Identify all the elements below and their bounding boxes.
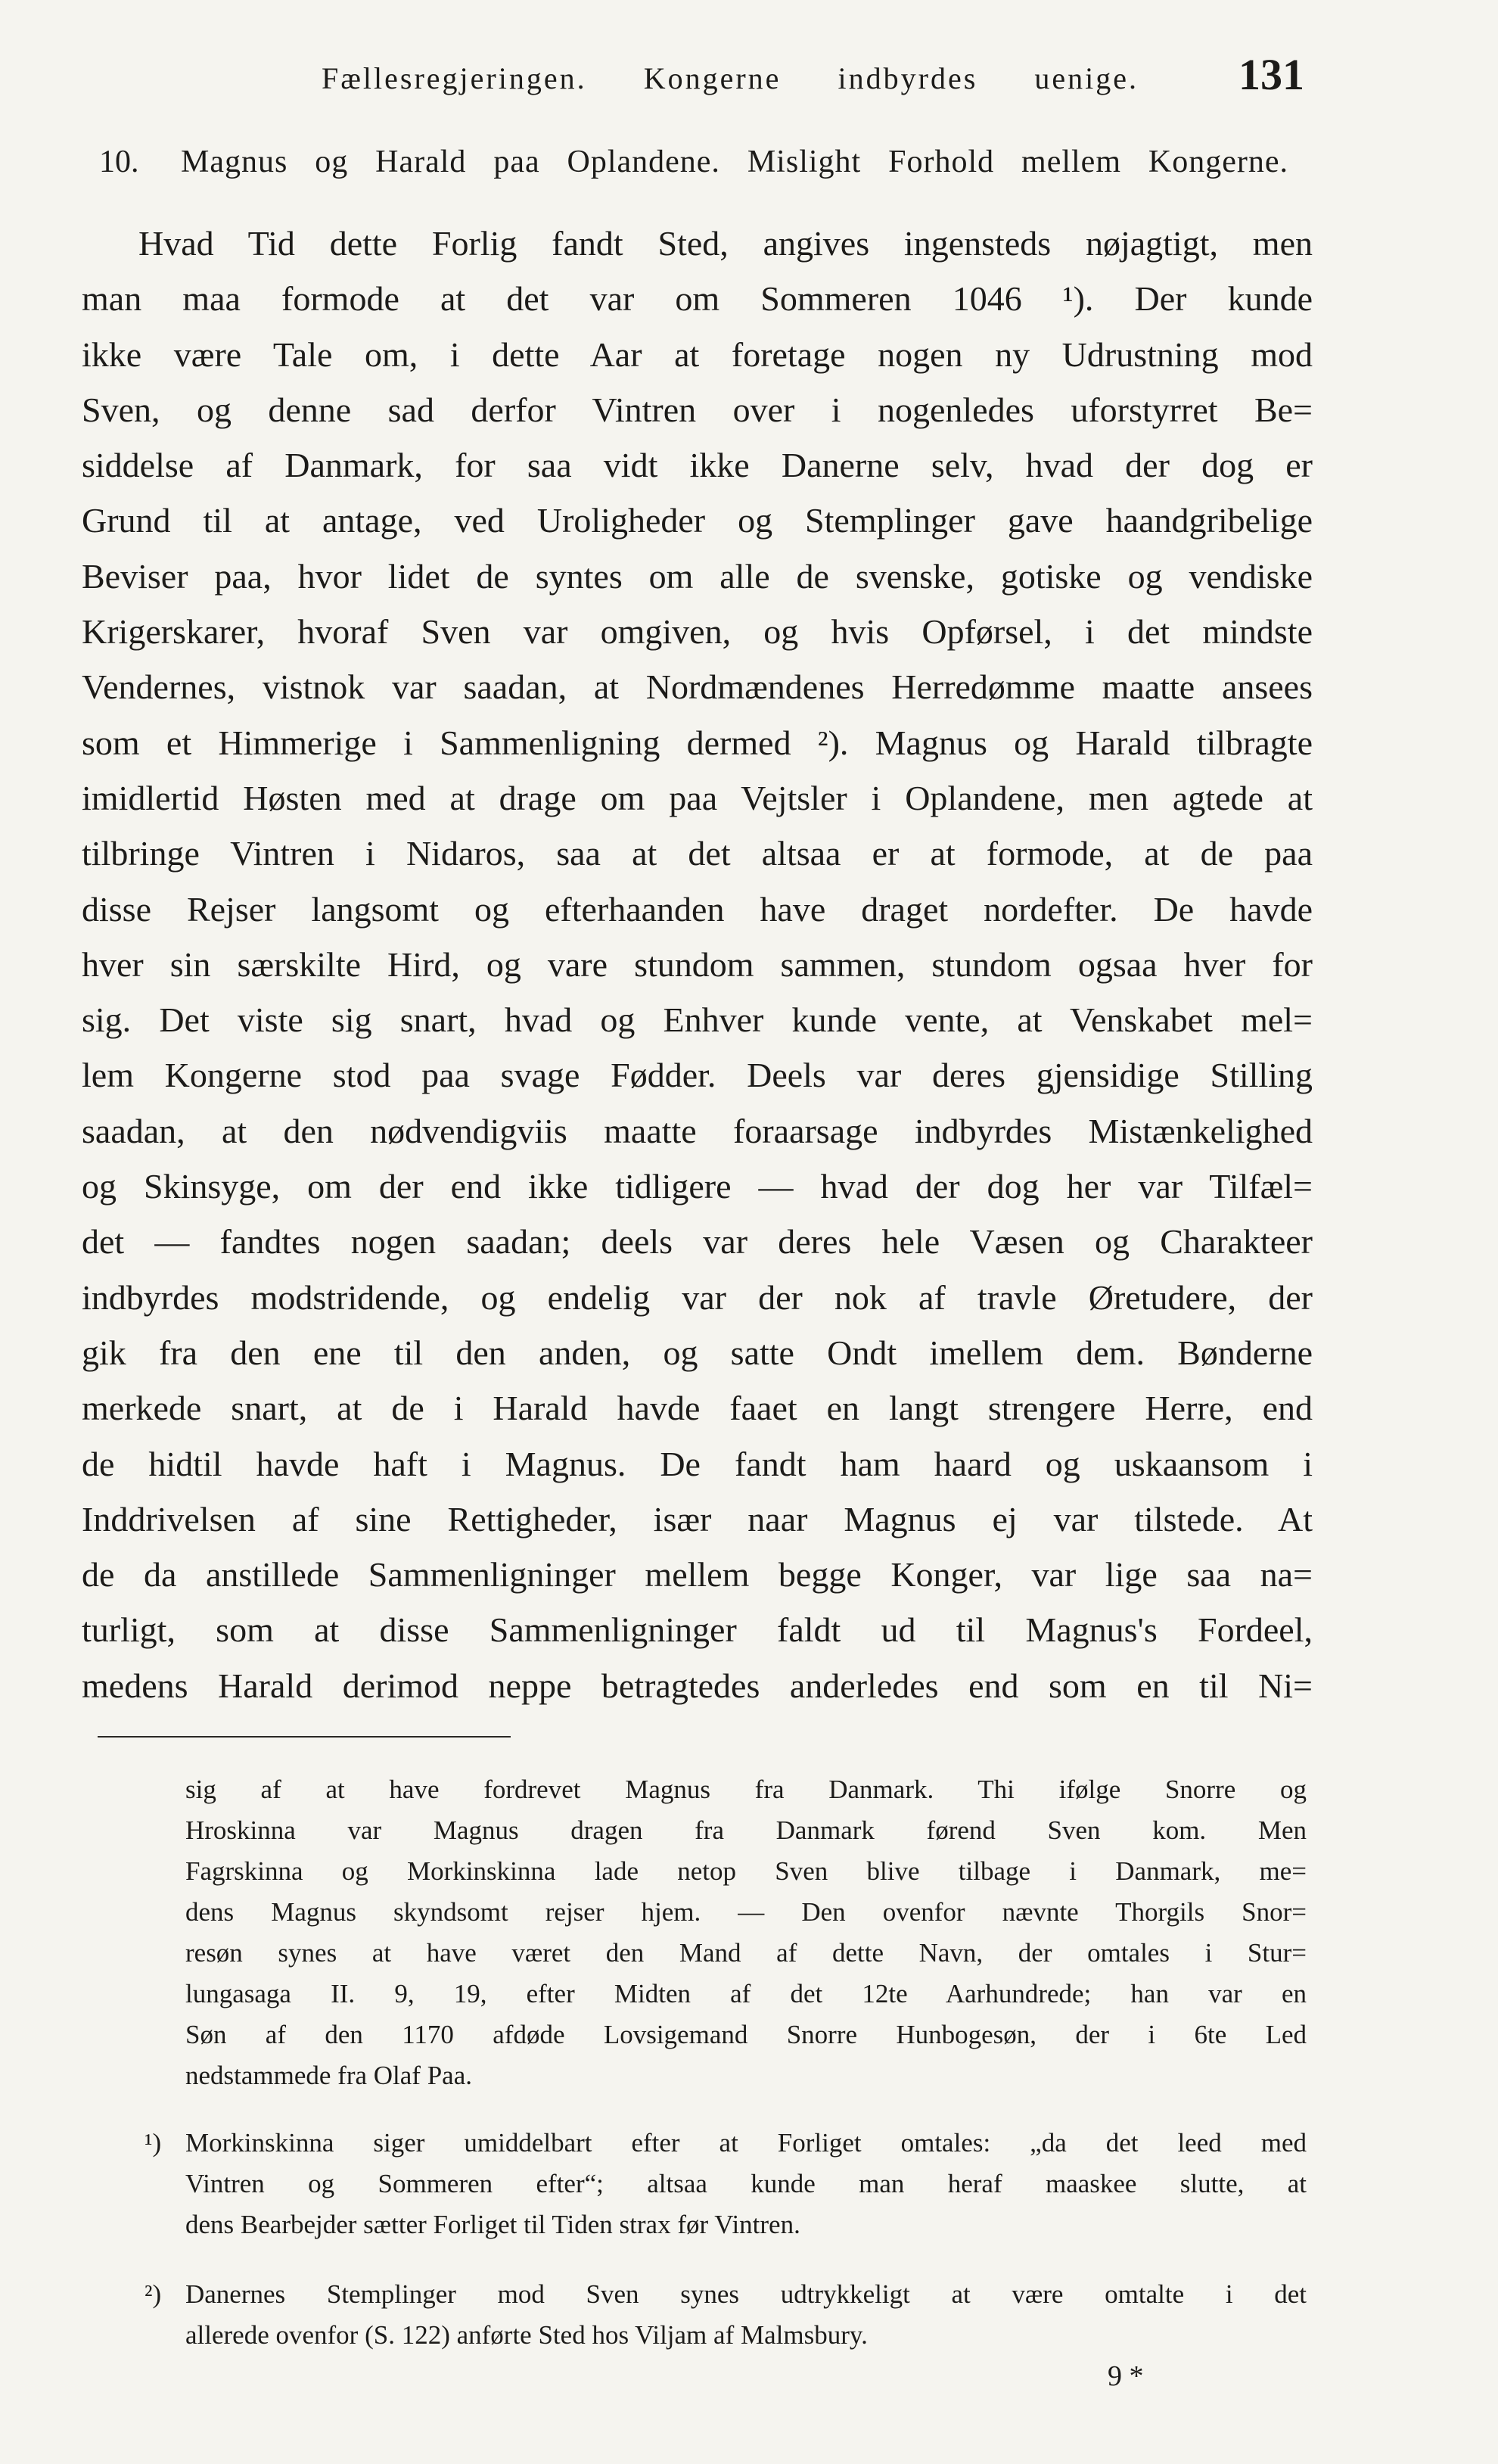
footnote-line: Vintren og Sommeren efter“; altsaa kunde man heraf maaskee slutte, at [185,2169,1307,2198]
body-line: Krigerskarer, hvoraf Sven var omgiven, og hvis Opførsel, i det mindste [82,612,1313,652]
body-line: Grund til at antage, ved Uroligheder og Stemplinger gave haandgribelige [82,501,1313,540]
body-line: merkede snart, at de i Harald havde faaet en langt strengere Herre, end [82,1389,1313,1428]
footnote-line [145,2274,1307,2315]
footnote-line: Fagrskinna og Morkinskinna lade netop Sven blive tilbage i Danmark, me= [185,1856,1307,1886]
footnote-marker: ¹) [145,2128,162,2158]
footnote-line: nedstammede fra Olaf Paa. [185,2061,473,2090]
footnote-line [145,2123,1307,2164]
body-line: ikke være Tale om, i dette Aar at foretage nogen ny Udrustning mod [82,334,1313,374]
footnote-1 [145,2123,1307,2245]
body-line: siddelse af Danmark, for saa vidt ikke Danerne selv, hvad der dog er [82,446,1313,485]
footnote-marker: ²) [145,2279,162,2309]
section-title: Magnus og Harald paa Oplandene. Mislight Forhold mellem Kongerne. [181,145,1288,179]
body-line: gik fra den ene til den anden, og satte Ondt imellem dem. Bønderne [82,1333,1313,1372]
body-line: medens Harald derimod neppe betragtedes anderledes end som en til Ni= [82,1666,1313,1705]
footnote-line: resøn synes at have været den Mand af dette Navn, der omtales i Stur= [185,1938,1307,1968]
body-line: som et Himmerige i Sammenligning dermed ²). Magnus og Harald tilbragte [82,723,1313,762]
body-line: Inddrivelsen af sine Rettigheder, især naar Magnus ej var tilstede. At [82,1499,1313,1538]
body-line: de da anstillede Sammenligninger mellem begge Konger, var lige saa na= [82,1555,1313,1594]
footnote-line: lungasaga II. 9, 19, efter Midten af det 12te Aarhundrede; han var en [185,1979,1307,2008]
footnote-continuation [145,1769,1307,2096]
footnote-2 [145,2274,1307,2356]
footnote-text: Morkinskinna siger umiddelbart efter at Forliget omtales: „da det leed med [185,2128,1307,2158]
footnote-line: allerede ovenfor (S. 122) anførte Sted hos Viljam af Malmsbury. [185,2320,868,2350]
body-line: Vendernes, vistnok var saadan, at Nordmændenes Herredømme maatte ansees [82,667,1313,707]
body-line: tilbringe Vintren i Nidaros, saa at det altsaa er at formode, at de paa [82,834,1313,873]
page-number: 131 [1238,50,1304,99]
body-line: det — fandtes nogen saadan; deels var deres hele Væsen og Charakteer [82,1222,1313,1262]
body-line: indbyrdes modstridende, og endelig var der nok af travle Øretudere, der [82,1277,1313,1317]
body-line: lem Kongerne stod paa svage Fødder. Deels var deres gjensidige Stilling [82,1056,1313,1095]
footnote-line: Søn af den 1170 afdøde Lovsigemand Snorre Hunbogesøn, der i 6te Led [185,2020,1307,2049]
footnote-text: Danernes Stemplinger mod Sven synes udtrykkeligt at være omtalte i det [185,2279,1307,2309]
body-line: man maa formode at det var om Sommeren 1046 ¹). Der kunde [82,279,1313,319]
body-line: og Skinsyge, om der end ikke tidligere — hvad der dog her var Tilfæl= [82,1167,1313,1206]
running-head: Fællesregjeringen. Kongerne indbyrdes uenige. [322,61,1139,95]
footnote-line: Hroskinna var Magnus dragen fra Danmark førend Sven kom. Men [185,1815,1307,1845]
sheet-signature: 9 * [1108,2360,1144,2392]
body-line: Sven, og denne sad derfor Vintren over i nogenledes uforstyrret Be= [82,390,1313,429]
section-number: 10. [99,145,139,179]
body-line: hver sin særskilte Hird, og vare stundom sammen, stundom ogsaa hver for [82,944,1313,984]
body-line: Beviser paa, hvor lidet de syntes om alle de svenske, gotiske og vendiske [82,556,1313,596]
body-line: disse Rejser langsomt og efterhaanden have draget nordefter. De havde [82,889,1313,929]
body-line: de hidtil havde haft i Magnus. De fandt ham haard og uskaansom i [82,1444,1313,1483]
footnote-line: sig af at have fordrevet Magnus fra Danmark. Thi ifølge Snorre og [185,1775,1307,1804]
body-text [82,216,1313,1713]
body-line: sig. Det viste sig snart, hvad og Enhver kunde vente, at Venskabet mel= [82,1000,1313,1040]
footnote-line: dens Magnus skyndsomt rejser hjem. — Den ovenfor nævnte Thorgils Snor= [185,1897,1307,1927]
section-heading [99,142,1288,182]
body-line: Hvad Tid dette Forlig fandt Sted, angives ingensteds nøjagtigt, men [138,224,1313,263]
body-line: saadan, at den nødvendigviis maatte foraarsage indbyrdes Mistænkelighed [82,1111,1313,1150]
footnote-divider [98,1736,511,1738]
footnote-line: dens Bearbejder sætter Forliget til Tiden strax før Vintren. [185,2210,800,2239]
body-line: imidlertid Høsten med at drage om paa Vejtsler i Oplandene, men agtede at [82,778,1313,817]
body-line: turligt, som at disse Sammenligninger faldt ud til Magnus's Fordeel, [82,1610,1313,1650]
